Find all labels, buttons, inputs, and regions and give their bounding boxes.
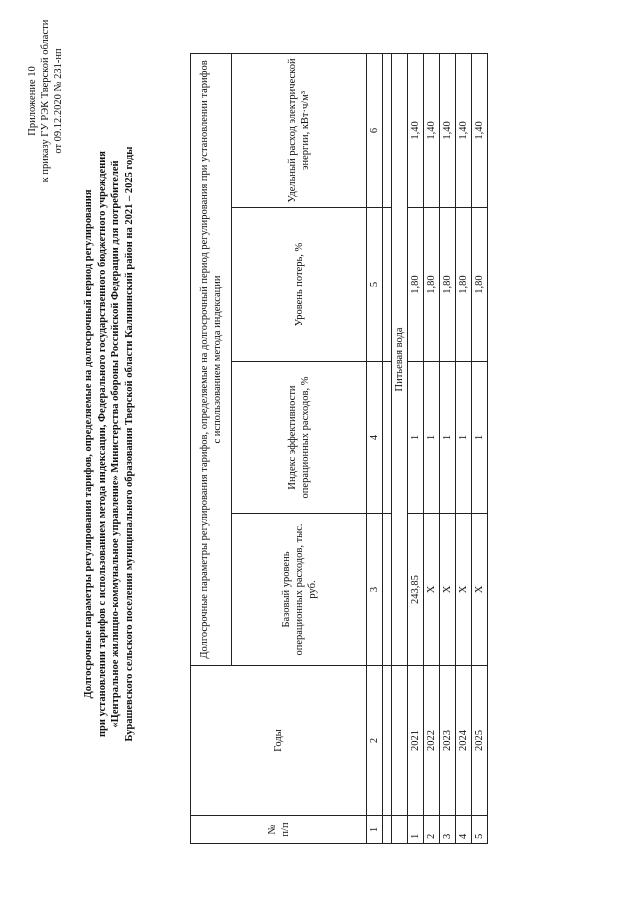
row-loss-level: 1,80 <box>456 208 472 362</box>
row-base-opex: X <box>440 514 456 666</box>
section-cell-empty <box>392 666 408 816</box>
section-drinking-water: Питьевая вода <box>392 53 408 665</box>
row-base-opex: X <box>456 514 472 666</box>
title-line: «Центральное жилищно-коммунальное управление» Министерства обороны Российской Федерации для потребителей <box>110 160 121 728</box>
row-efficiency-index: 1 <box>424 362 440 514</box>
row-year: 2025 <box>472 666 488 816</box>
row-loss-level: 1,80 <box>408 208 424 362</box>
row-number: 2 <box>424 816 440 844</box>
appendix-date: от 09.12.2020 № 231-нп <box>53 48 64 154</box>
header-energy-consumption: Удельный расход электрической энергии, кВт·ч/м³ <box>232 53 367 207</box>
row-number: 5 <box>472 816 488 844</box>
row-year: 2022 <box>424 666 440 816</box>
appendix-number: Приложение 10 <box>27 66 38 136</box>
row-loss-level: 1,80 <box>424 208 440 362</box>
header-years: Годы <box>191 666 367 816</box>
spacer-row <box>383 53 392 843</box>
row-loss-level: 1,80 <box>440 208 456 362</box>
row-energy-consumption: 1,40 <box>472 53 488 207</box>
row-number: 3 <box>440 816 456 844</box>
row-efficiency-index: 1 <box>456 362 472 514</box>
header-row-number: № п/п <box>191 816 367 844</box>
table-row <box>472 53 488 843</box>
row-base-opex: X <box>424 514 440 666</box>
header-long-term-parameters: Долгосрочные параметры регулирования тарифов, определяемые на долгосрочный период регулирования при установлении тарифов с использованием метода индексации <box>191 53 232 665</box>
column-number: 1 <box>367 816 383 844</box>
row-loss-level: 1,80 <box>472 208 488 362</box>
row-efficiency-index: 1 <box>472 362 488 514</box>
table-row <box>440 53 456 843</box>
row-year: 2023 <box>440 666 456 816</box>
column-number: 4 <box>367 362 383 514</box>
appendix-order: к приказу ГУ РЭК Тверской области <box>40 19 51 183</box>
row-energy-consumption: 1,40 <box>408 53 424 207</box>
header-base-opex: Базовый уровень операционных расходов, тыс. руб. <box>232 514 367 666</box>
row-efficiency-index: 1 <box>408 362 424 514</box>
table-row <box>408 53 424 843</box>
title-line: Долгосрочные параметры регулирования тарифов, определяемые на долгосрочный период регулирования <box>83 189 94 699</box>
row-energy-consumption: 1,40 <box>424 53 440 207</box>
title-line: при установлении тарифов с использованием метода индексации, Федерального государственного бюджетного учреждения <box>96 151 108 737</box>
table-row <box>456 53 472 843</box>
row-year: 2024 <box>456 666 472 816</box>
row-number: 4 <box>456 816 472 844</box>
row-energy-consumption: 1,40 <box>456 53 472 207</box>
row-energy-consumption: 1,40 <box>440 53 456 207</box>
document-title <box>82 44 136 844</box>
table-row <box>424 53 440 843</box>
row-efficiency-index: 1 <box>440 362 456 514</box>
title-line: Бурашевского сельского поселения муниципального образования Тверской области Калининский район на 2021 – 2025 годы <box>123 146 135 742</box>
row-year: 2021 <box>408 666 424 816</box>
row-base-opex: X <box>472 514 488 666</box>
column-number: 3 <box>367 514 383 666</box>
column-number: 6 <box>367 53 383 207</box>
section-cell-empty <box>392 816 408 844</box>
row-number: 1 <box>408 816 424 844</box>
header-loss-level: Уровень потерь, % <box>232 208 367 362</box>
column-number: 2 <box>367 666 383 816</box>
appendix-reference <box>26 16 65 186</box>
tariff-parameters-table <box>190 53 488 844</box>
header-efficiency-index: Индекс эффективности операционных расходов, % <box>232 362 367 514</box>
column-number: 5 <box>367 208 383 362</box>
row-base-opex: 243,85 <box>408 514 424 666</box>
